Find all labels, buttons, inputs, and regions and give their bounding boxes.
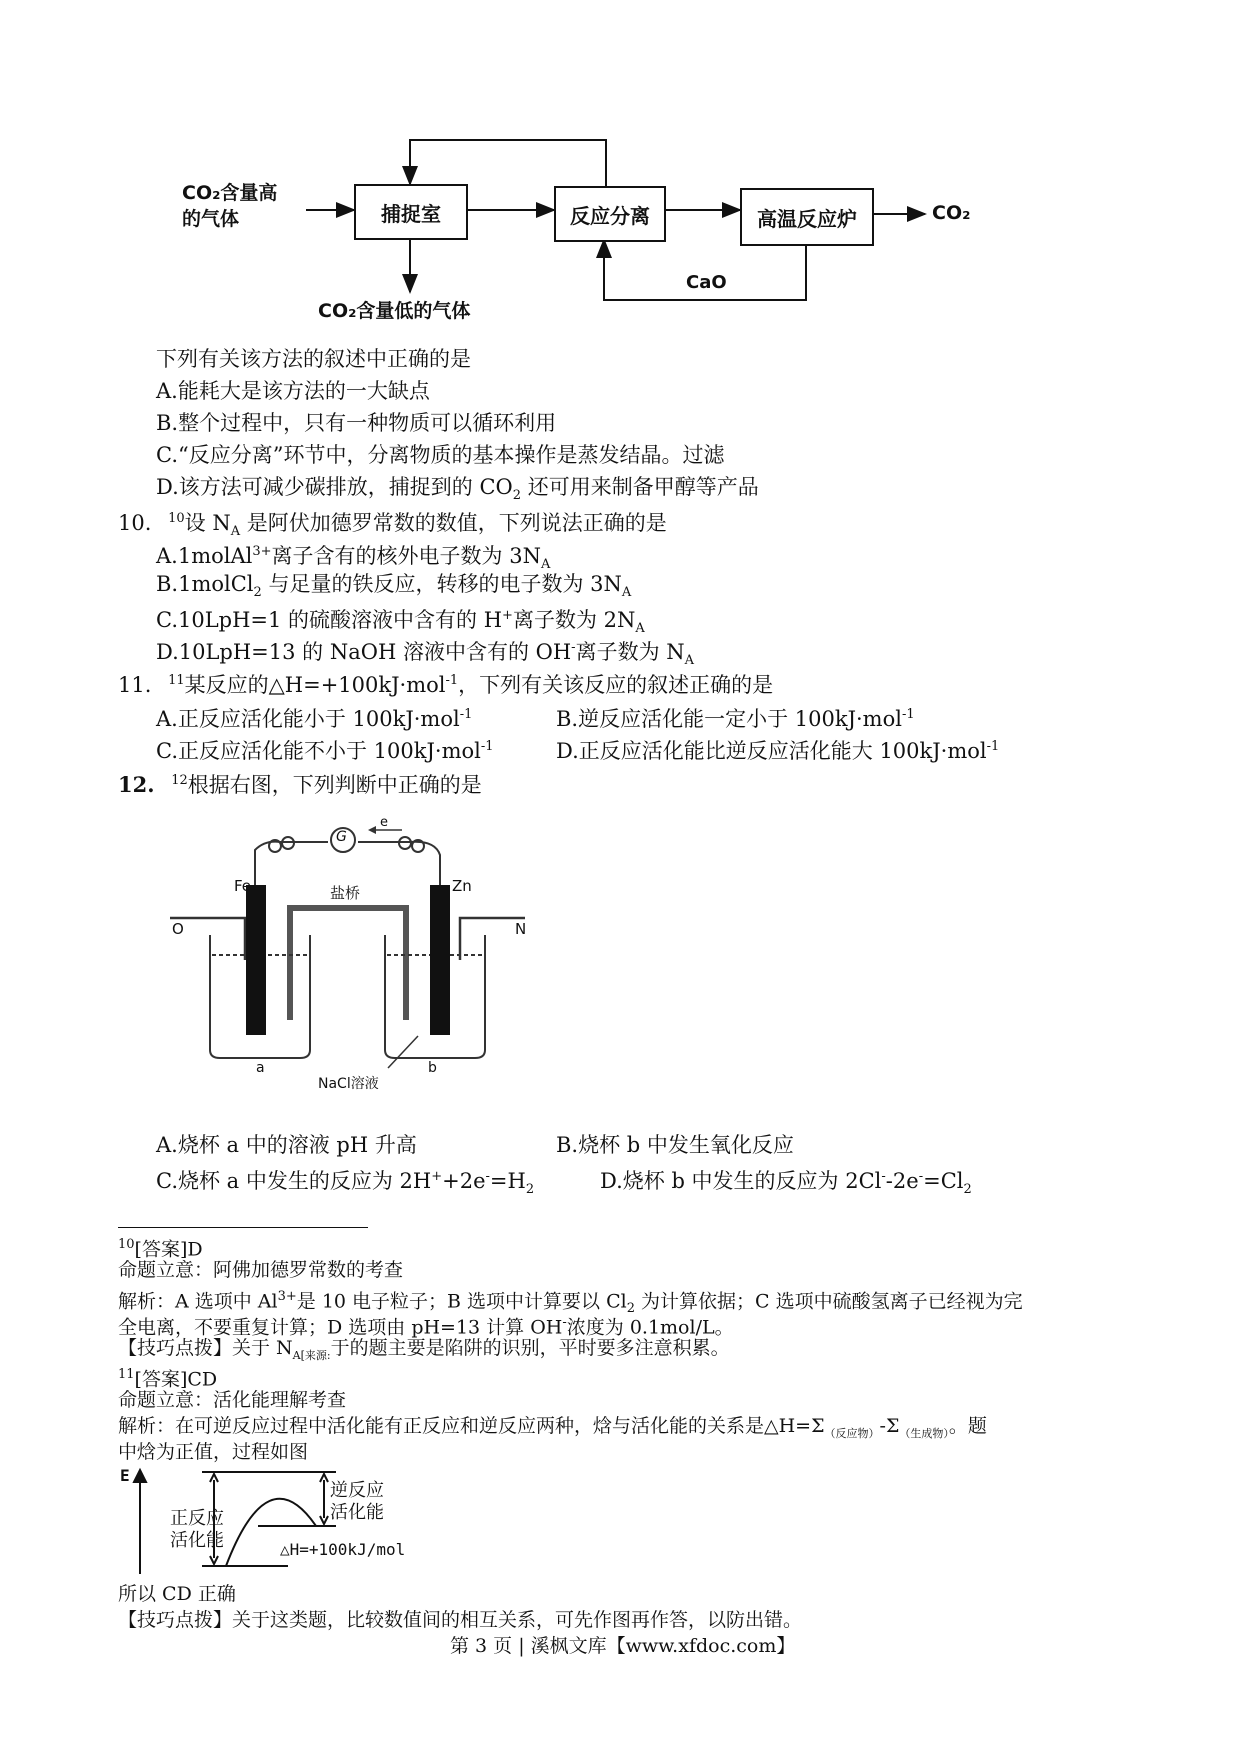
flow-low-gas-label: CO₂含量低的气体: [318, 300, 471, 322]
q10-stem-text-2: 是阿伏加德罗常数的数值，下列说法正确的是: [240, 511, 667, 535]
energy-dh-label: △H=+100kJ/mol: [280, 1540, 406, 1559]
q11-option-a: [156, 700, 472, 734]
q11-stem-sup: -1: [445, 673, 459, 688]
q11-b-sup: -1: [901, 707, 915, 722]
q10-a-text: A.1molAl: [156, 544, 253, 568]
q11-stem-text-2: ，下列有关该反应的叙述正确的是: [458, 673, 774, 697]
q11-d-text: D.正反应活化能比逆反应活化能大 100kJ·mol: [556, 739, 987, 763]
fn11-conclusion: 所以 CD 正确: [118, 1583, 236, 1605]
flow-furnace-label: 高温反应炉: [757, 206, 857, 231]
cell-n2-label: N: [515, 920, 527, 938]
fn10-intent: 命题立意：阿佛加德罗常数的考查: [118, 1259, 404, 1281]
q10-b-text: B.1molCl: [156, 572, 254, 596]
q11-c-text: C.正反应活化能不小于 100kJ·mol: [156, 739, 481, 763]
q10-d-sub: A: [684, 653, 695, 669]
fn10-exp-text: 解析：A 选项中 Al: [118, 1290, 278, 1313]
cell-b-label: b: [428, 1060, 437, 1076]
energy-forward-label-2: 活化能: [170, 1530, 224, 1551]
q12-footnote-ref: 12: [171, 773, 188, 788]
cell-zn-label: Zn: [452, 877, 472, 895]
q10-a-sup: 3+: [252, 544, 272, 559]
q11-d-sup: -1: [986, 739, 1000, 754]
fn11-tip: 【技巧点拨】关于这类题，比较数值间的相互关系，可先作图再作答，以防出错。: [118, 1609, 803, 1631]
flow-reaction-separation: [554, 186, 666, 242]
q12-stem: [118, 766, 482, 800]
q12-option-a: A.烧杯 a 中的溶液 pH 升高: [156, 1133, 417, 1157]
fn10-tip-text-2: 于的题主要是陷阱的识别，平时要多注意积累。: [330, 1337, 730, 1359]
cell-fe-label: Fe: [234, 877, 252, 895]
cell-salt-bridge-label: 盐桥: [330, 884, 361, 902]
q11-option-d: [556, 732, 999, 766]
q12-d-text-3: =Cl: [923, 1169, 964, 1193]
fn11-answer-text: [答案]CD: [134, 1368, 218, 1391]
fn11-exp-text-2: -Σ: [879, 1415, 900, 1437]
q12-d-text-2: -2e: [885, 1169, 919, 1193]
q12-c-text: C.烧杯 a 中发生的反应为 2H: [156, 1169, 432, 1193]
fn10-exp-text-2: 是 10 电子粒子；B 选项中计算要以 Cl: [296, 1290, 627, 1313]
flow-capture-room: [354, 184, 468, 240]
q11-option-b: [556, 700, 915, 734]
fn10-exp-text-3: 为计算依据；C 选项中硫酸氢离子已经视为完: [634, 1290, 1023, 1313]
q10-stem-text: 设 N: [184, 511, 231, 535]
q10-number: 10.: [118, 511, 152, 535]
cell-a-label: a: [256, 1060, 265, 1076]
q11-a-text: A.正反应活化能小于 100kJ·mol: [156, 707, 460, 731]
cell-g-label: G: [336, 829, 347, 845]
q10-stem-sub: A: [230, 524, 241, 540]
flow-capture-room-label: 捕捉室: [381, 201, 441, 226]
q12-number: 12.: [118, 772, 155, 797]
q10-b-sub: 2: [253, 585, 262, 601]
fn10-ref: 10: [118, 1237, 135, 1252]
q11-footnote-ref: 11: [168, 673, 185, 688]
q9-d-text: D.该方法可减少碳排放，捕捉到的 CO: [156, 475, 513, 499]
q12-c-text-2: +2e: [442, 1169, 486, 1193]
fn11-intent: 命题立意：活化能理解考查: [118, 1389, 347, 1411]
q9-option-c: C.“反应分离”环节中，分离物质的基本操作是蒸发结晶。过滤: [156, 443, 725, 467]
q10-d-sup: -: [571, 640, 576, 655]
page-footer: 第 3 页 | 溪枫文库【www.xfdoc.com】: [450, 1635, 796, 1657]
flow-diagram-lines: [0, 0, 1240, 330]
fn10-answer-text: [答案]D: [134, 1238, 203, 1261]
fn10-exp2-sup: -: [562, 1315, 567, 1330]
q11-a-sup: -1: [459, 707, 473, 722]
q11-stem-text: 某反应的△H=+100kJ·mol: [184, 673, 446, 697]
fn10-exp-sup: 3+: [277, 1289, 297, 1304]
fn11-exp-sub-2: （生成物）: [899, 1426, 949, 1440]
q12-c-sup: +: [431, 1169, 443, 1184]
fn10-tip-text: 【技巧点拨】关于 N: [118, 1337, 293, 1359]
fn10-tip-sub: A[来源:: [292, 1348, 331, 1362]
q9-option-b: B.整个过程中，只有一种物质可以循环利用: [156, 411, 557, 435]
q12-option-c: [156, 1162, 534, 1205]
fn10-exp2-text-2: 浓度为 0.1mol/L。: [566, 1316, 734, 1339]
energy-reverse-label-2: 活化能: [330, 1502, 384, 1523]
q12-option-d: [600, 1162, 972, 1205]
cell-electron-label: e: [380, 815, 388, 830]
q11-c-sup: -1: [480, 739, 494, 754]
q12-d-sup: -: [881, 1169, 886, 1184]
energy-forward-label-1: 正反应: [170, 1508, 224, 1529]
fn11-exp-text-3: 。题: [948, 1415, 987, 1437]
q10-a-sub: A: [540, 557, 551, 573]
q12-option-b: B.烧杯 b 中发生氧化反应: [556, 1133, 794, 1157]
q9-option-a: A.能耗大是该方法的一大缺点: [156, 379, 430, 403]
q10-c-sub: A: [635, 621, 645, 637]
q10-c-text: C.10LpH=1 的硫酸溶液中含有的 H: [156, 608, 503, 632]
q9-d-text-2: 还可用来制备甲醇等产品: [521, 475, 759, 499]
q10-d-text: D.10LpH=13 的 NaOH 溶液中含有的 OH: [156, 640, 572, 664]
flow-input-label: CO₂含量高的气体: [182, 182, 278, 230]
energy-e-axis-label: E: [120, 1466, 130, 1485]
q10-footnote-ref: 10: [168, 511, 185, 526]
q12-d-sup-2: -: [918, 1169, 924, 1184]
galvanic-cell-diagram: [150, 810, 550, 1090]
fn10-exp2-text: 全电离，不要重复计算；D 选项由 pH=13 计算 OH: [118, 1316, 563, 1339]
q12-c-sup-2: -: [485, 1169, 490, 1184]
energy-profile-diagram: [118, 1466, 458, 1576]
q11-number: 11.: [118, 673, 152, 697]
flow-reaction-separation-label: 反应分离: [570, 203, 650, 228]
footnote-divider: [118, 1227, 368, 1228]
q9-stem: 下列有关该方法的叙述中正确的是: [156, 347, 471, 371]
q11-b-text: B.逆反应活化能一定小于 100kJ·mol: [556, 707, 902, 731]
cell-o2-label: O: [172, 920, 184, 938]
q10-c-text-2: 离子数为 2N: [512, 608, 636, 632]
fn11-explanation-2: 中焓为正值，过程如图: [118, 1441, 309, 1463]
fn10-exp-sub: 2: [626, 1301, 635, 1317]
q11-option-c: [156, 732, 494, 766]
q10-a-text-2: 离子含有的核外电子数为 3N: [271, 544, 541, 568]
flow-furnace: [740, 188, 874, 246]
q12-stem-text: 根据右图，下列判断中正确的是: [187, 773, 482, 797]
energy-reverse-label-1: 逆反应: [330, 1480, 384, 1501]
q9-d-sub: 2: [512, 488, 522, 504]
q10-b-sub-2: A: [621, 585, 632, 601]
q10-d-text-2: 离子数为 N: [575, 640, 685, 664]
q12-c-sub: 2: [525, 1182, 535, 1198]
q10-c-sup: +: [502, 608, 513, 623]
q10-b-text-2: 与足量的铁反应，转移的电子数为 3N: [261, 572, 622, 596]
q12-d-sub: 2: [963, 1182, 972, 1198]
fn11-exp-text: 解析：在可逆反应过程中活化能有正反应和逆反应两种，焓与活化能的关系是△H=Σ: [118, 1415, 825, 1437]
q12-c-text-3: =H: [489, 1169, 526, 1193]
flow-cao-label: CaO: [686, 272, 727, 293]
q12-d-text: D.烧杯 b 中发生的反应为 2Cl: [600, 1169, 882, 1193]
fn11-ref: 11: [118, 1367, 135, 1382]
q11-stem: [118, 666, 773, 700]
fn11-exp-sub: （反应物）: [824, 1426, 880, 1440]
cell-nacl-label: NaCl溶液: [318, 1076, 379, 1092]
flow-output-label: CO₂: [932, 202, 971, 224]
